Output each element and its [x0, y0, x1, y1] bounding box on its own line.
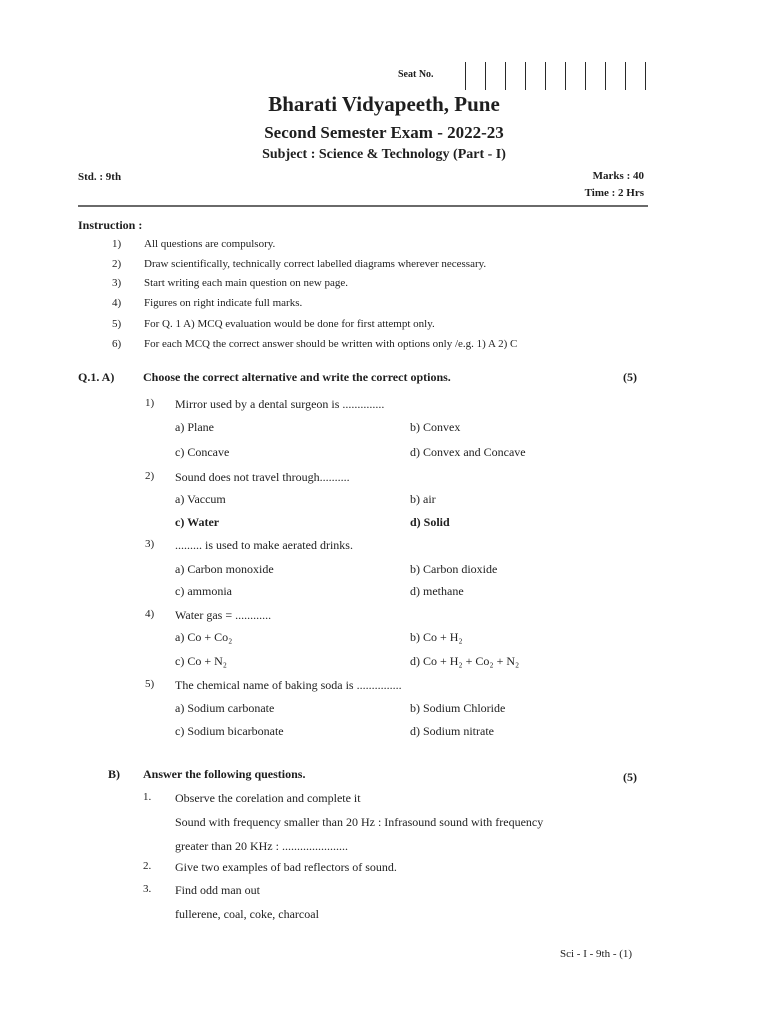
- total-marks: Marks : 40: [592, 170, 644, 182]
- mcq-option: d) Co + H₂ + Co₂ + N₂: [410, 654, 520, 668]
- q1a-marks: (5): [623, 370, 637, 384]
- question-text: Find odd man out: [175, 883, 261, 897]
- standard-label: Std. : 9th: [78, 171, 122, 183]
- mcq-option: a) Plane: [175, 420, 214, 434]
- mcq-number: 3): [145, 538, 155, 550]
- mcq-option: b) Convex: [410, 420, 461, 434]
- instruction-number: 3): [112, 277, 122, 289]
- instruction-text: Figures on right indicate full marks.: [144, 297, 303, 309]
- mcq-option: a) Sodium carbonate: [175, 701, 275, 715]
- mcq-option: d) methane: [410, 584, 464, 598]
- seat-box: [505, 62, 525, 90]
- mcq-number: 2): [145, 470, 155, 482]
- page-footer: Sci - I - 9th - (1): [560, 948, 633, 960]
- instructions-title: Instruction :: [78, 218, 143, 232]
- instruction-text: For each MCQ the correct answer should be written with options only /e.g. 1) A 2) C: [144, 338, 518, 350]
- q1b-title: Answer the following questions.: [143, 767, 306, 781]
- mcq-option: b) Carbon dioxide: [410, 562, 498, 576]
- seat-box: [525, 62, 545, 90]
- q1b-label: B): [108, 767, 120, 781]
- question-text: Give two examples of bad reflectors of sound.: [175, 860, 397, 874]
- exam-time: Time : 2 Hrs: [584, 187, 644, 199]
- question-text: greater than 20 KHz : ......................: [175, 839, 348, 853]
- mcq-number: 1): [145, 397, 155, 409]
- instruction-text: All questions are compulsory.: [144, 238, 276, 250]
- q1-label: Q.1. A): [78, 370, 115, 384]
- instruction-number: 1): [112, 238, 122, 250]
- instruction-number: 4): [112, 297, 122, 309]
- subject-title: Subject : Science & Technology (Part - I): [262, 147, 506, 162]
- q1b-marks: (5): [623, 770, 637, 784]
- question-number: 3.: [143, 883, 152, 895]
- question-number: 2.: [143, 860, 152, 872]
- instruction-text: For Q. 1 A) MCQ evaluation would be done for first attempt only.: [144, 318, 435, 330]
- seat-box: [605, 62, 625, 90]
- institution-title: Bharati Vidyapeeth, Pune: [268, 92, 500, 116]
- mcq-option: a) Vaccum: [175, 492, 226, 506]
- instruction-text: Draw scientifically, technically correct labelled diagrams wherever necessary.: [144, 258, 487, 270]
- mcq-option: a) Co + Co₂: [175, 630, 233, 644]
- mcq-question: Sound does not travel through..........: [175, 470, 350, 484]
- mcq-question: Mirror used by a dental surgeon is ..............: [175, 397, 385, 411]
- question-text: Observe the corelation and complete it: [175, 791, 361, 805]
- mcq-option: d) Solid: [410, 515, 450, 529]
- marks-time-block: [548, 168, 644, 202]
- exam-title: Second Semester Exam - 2022-23: [264, 123, 504, 142]
- question-text: fullerene, coal, coke, charcoal: [175, 907, 319, 921]
- mcq-option: c) Water: [175, 515, 220, 529]
- mcq-option: c) Co + N₂: [175, 654, 227, 668]
- mcq-option: b) air: [410, 492, 436, 506]
- mcq-question: ......... is used to make aerated drinks.: [175, 538, 353, 552]
- mcq-option: c) ammonia: [175, 584, 232, 598]
- mcq-option: b) Sodium Chloride: [410, 701, 506, 715]
- seat-number-boxes: [465, 62, 646, 90]
- mcq-option: c) Concave: [175, 445, 230, 459]
- instruction-number: 6): [112, 338, 122, 350]
- q1a-title: Choose the correct alternative and write the correct options.: [143, 370, 451, 384]
- seat-box: [545, 62, 565, 90]
- mcq-question: The chemical name of baking soda is ...............: [175, 678, 402, 692]
- seat-box: [565, 62, 585, 90]
- instruction-number: 5): [112, 318, 122, 330]
- seat-box: [625, 62, 646, 90]
- seat-box: [465, 62, 485, 90]
- seat-box: [585, 62, 605, 90]
- mcq-option: d) Sodium nitrate: [410, 724, 494, 738]
- mcq-number: 4): [145, 608, 155, 620]
- mcq-number: 5): [145, 678, 155, 690]
- header-divider: [78, 205, 648, 207]
- question-number: 1.: [143, 791, 152, 803]
- seat-number-label: Seat No.: [398, 69, 434, 80]
- instruction-number: 2): [112, 258, 122, 270]
- mcq-option: b) Co + H₂: [410, 630, 463, 644]
- mcq-question: Water gas = ............: [175, 608, 272, 622]
- mcq-option: a) Carbon monoxide: [175, 562, 274, 576]
- mcq-option: d) Convex and Concave: [410, 445, 526, 459]
- instruction-text: Start writing each main question on new page.: [144, 277, 349, 289]
- mcq-option: c) Sodium bicarbonate: [175, 724, 284, 738]
- question-text: Sound with frequency smaller than 20 Hz : Infrasound sound with frequency: [175, 815, 544, 829]
- seat-box: [485, 62, 505, 90]
